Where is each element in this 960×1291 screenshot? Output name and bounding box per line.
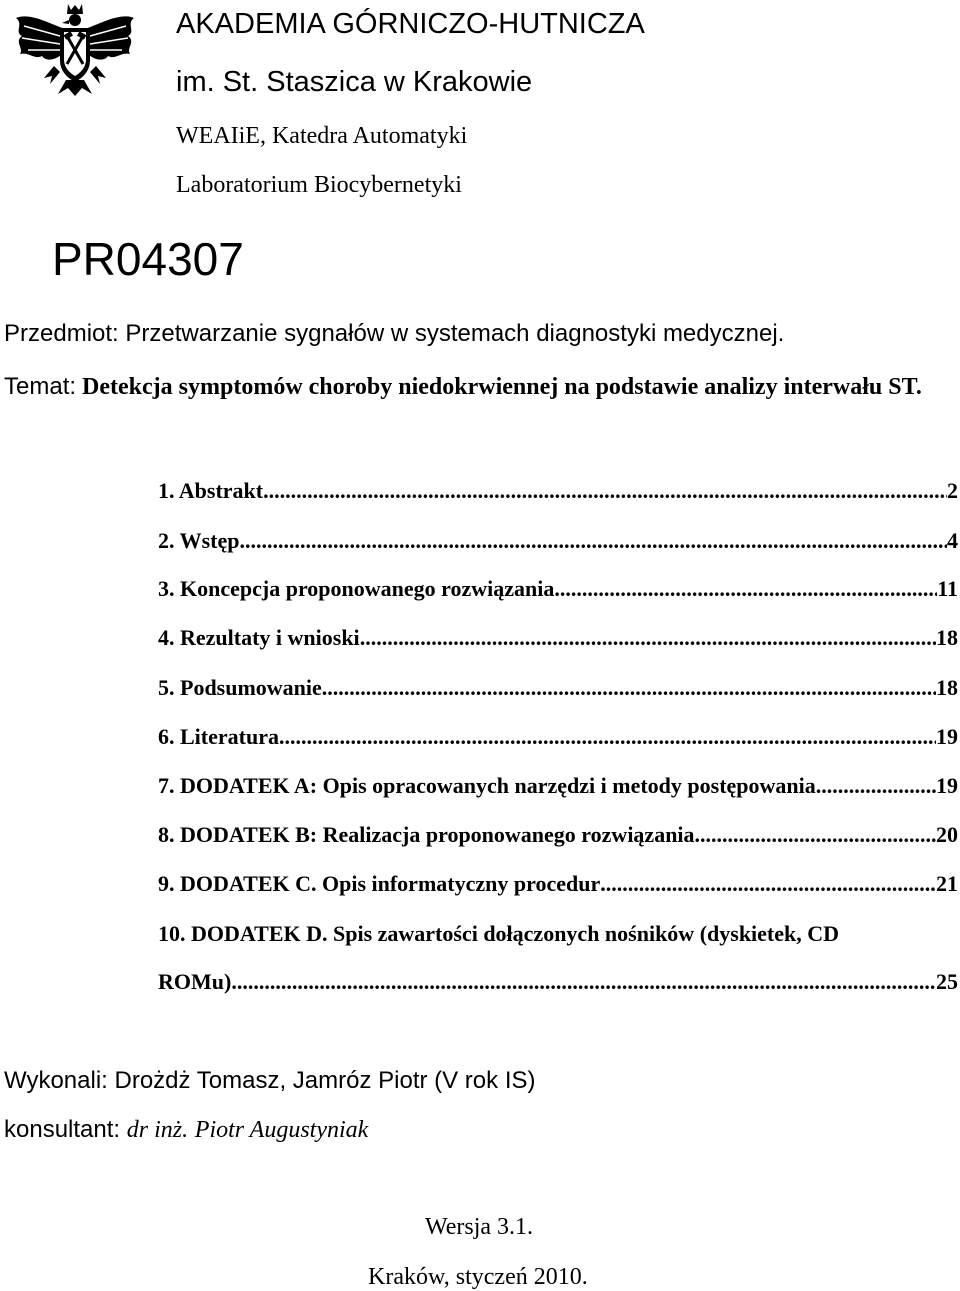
toc-page: 21 bbox=[936, 871, 958, 896]
toc-page: 11 bbox=[937, 576, 958, 601]
toc-entry[interactable] bbox=[158, 675, 958, 705]
topic-value: Detekcja symptomów choroby niedokrwiennej na podstawie analizy interwału ST. bbox=[82, 374, 922, 400]
consultant-name: Piotr Augustyniak bbox=[194, 1117, 369, 1143]
toc-entry[interactable] bbox=[158, 528, 958, 558]
toc-leader-dots bbox=[600, 871, 936, 897]
toc-page: 25 bbox=[936, 969, 958, 994]
toc-title: 8. DODATEK B: Realizacja proponowanego rozwiązania bbox=[158, 822, 695, 847]
toc-entry[interactable] bbox=[158, 871, 958, 901]
toc-page: 2 bbox=[947, 478, 958, 503]
toc-title: 2. Wstęp bbox=[158, 528, 240, 553]
toc-title: 1. Abstrakt bbox=[158, 478, 264, 503]
toc-title: 6. Literatura bbox=[158, 724, 279, 749]
toc-title: 7. DODATEK A: Opis opracowanych narzędzi i metody postępowania bbox=[158, 773, 816, 798]
authors-label: Wykonali: bbox=[4, 1067, 108, 1094]
authors-line bbox=[4, 1067, 535, 1095]
toc-title: 5. Podsumowanie bbox=[158, 675, 322, 700]
toc-entry[interactable] bbox=[158, 724, 958, 754]
university-patron: im. St. Staszica w Krakowie bbox=[176, 66, 533, 98]
toc-leader-dots bbox=[816, 773, 936, 799]
toc-leader-dots bbox=[322, 675, 936, 701]
topic-line bbox=[4, 373, 922, 401]
toc-leader-dots bbox=[360, 625, 936, 651]
toc-page: 19 bbox=[936, 773, 958, 798]
agh-eagle-emblem-icon bbox=[10, 2, 140, 96]
authors-value: Drożdż Tomasz, Jamróz Piotr (V rok IS) bbox=[114, 1067, 536, 1094]
toc-leader-dots bbox=[263, 478, 947, 504]
consultant-title: dr inż. bbox=[126, 1117, 189, 1143]
consultant-line bbox=[4, 1116, 368, 1144]
toc-page: 19 bbox=[936, 724, 958, 749]
toc-page: 18 bbox=[936, 675, 958, 700]
toc-leader-dots bbox=[695, 822, 936, 848]
toc-leader-dots bbox=[231, 969, 936, 995]
university-name: AKADEMIA GÓRNICZO-HUTNICZA bbox=[176, 8, 645, 40]
toc-title: 4. Rezultaty i wnioski bbox=[158, 625, 360, 650]
toc-leader-dots bbox=[240, 528, 948, 554]
toc-entry[interactable] bbox=[158, 576, 958, 606]
toc-title: ROMu) bbox=[158, 969, 232, 994]
toc-entry[interactable] bbox=[158, 969, 958, 999]
toc-title: 3. Koncepcja proponowanego rozwiązania bbox=[158, 576, 555, 601]
consultant-label: konsultant: bbox=[4, 1116, 121, 1143]
toc-leader-dots bbox=[554, 576, 937, 602]
subject-label: Przedmiot: bbox=[4, 320, 119, 347]
toc-leader-dots bbox=[279, 724, 936, 750]
toc-page: 4 bbox=[947, 528, 958, 553]
toc-entry-title-line1[interactable]: 10. DODATEK D. Spis zawartości dołączonych nośników (dyskietek, CD bbox=[158, 921, 840, 946]
toc-page: 20 bbox=[936, 822, 958, 847]
subject-value: Przetwarzanie sygnałów w systemach diagnostyki medycznej. bbox=[125, 320, 785, 347]
lab-name: Laboratorium Biocybernetyki bbox=[176, 172, 462, 198]
subject-line bbox=[4, 320, 784, 348]
toc-page: 18 bbox=[936, 625, 958, 650]
document-code: PR04307 bbox=[52, 233, 244, 285]
toc-entry[interactable] bbox=[158, 773, 958, 803]
toc-entry[interactable] bbox=[158, 822, 958, 852]
version-label: Wersja 3.1. bbox=[425, 1214, 534, 1240]
toc-title: 9. DODATEK C. Opis informatyczny procedur bbox=[158, 871, 601, 896]
faculty-name: WEAIiE, Katedra Automatyki bbox=[176, 123, 468, 149]
toc-entry[interactable] bbox=[158, 625, 958, 655]
topic-label: Temat: bbox=[4, 373, 77, 400]
toc-entry[interactable] bbox=[158, 478, 958, 508]
place-date: Kraków, styczeń 2010. bbox=[368, 1264, 588, 1290]
